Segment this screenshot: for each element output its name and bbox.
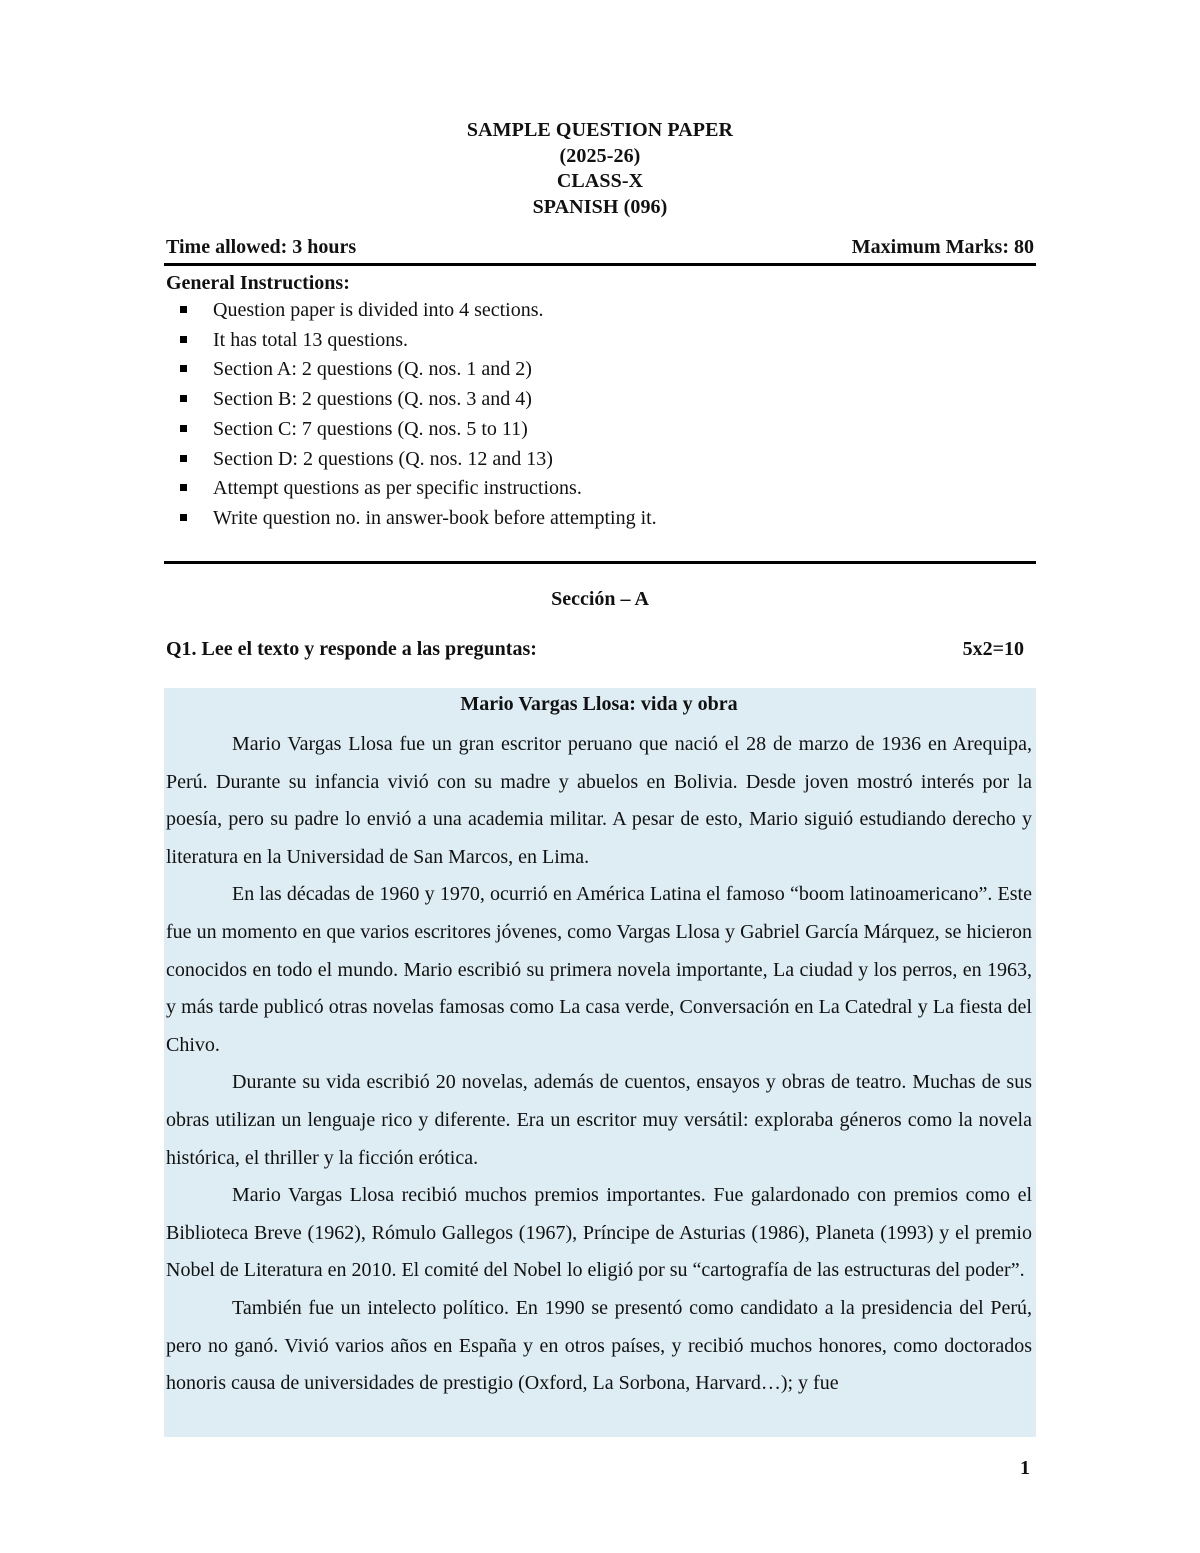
passage-paragraph: Durante su vida escribió 20 novelas, además de cuentos, ensayos y obras de teatro. Muchas de sus obras utilizan un lenguaje rico y diferente. Era un escritor muy versátil: exploraba géneros como la novela histórica, el thriller y la ficción erótica. <box>166 1071 1032 1169</box>
passage-paragraph: Mario Vargas Llosa fue un gran escritor peruano que nació el 28 de marzo de 1936 en Arequipa, Perú. Durante su infancia vivió con su madre y abuelos en Bolivia. Desde joven mostró interés por la poesía, pero su padre lo envió a una academia militar. A pesar de esto, Mario siguió estudiando derecho y literatura en la Universidad de San Marcos, en Lima. <box>166 733 1032 868</box>
instruction-item: Section A: 2 questions (Q. nos. 1 and 2) <box>166 355 1034 385</box>
question-label: Q1. Lee el texto y responde a las preguntas: <box>166 638 537 660</box>
instruction-item: It has total 13 questions. <box>166 326 1034 356</box>
square-bullet-icon <box>180 425 187 432</box>
header-subject: SPANISH (096) <box>532 195 668 218</box>
passage-title: Mario Vargas Llosa: vida y obra <box>460 693 738 715</box>
divider-bottom <box>164 561 1036 564</box>
header-class: CLASS-X <box>556 170 644 192</box>
question-marks: 5x2=10 <box>962 638 1024 660</box>
square-bullet-icon <box>180 365 187 372</box>
square-bullet-icon <box>180 395 187 402</box>
paper-meta-row <box>166 236 1034 259</box>
page-number: 1 <box>1020 1457 1030 1479</box>
square-bullet-icon <box>180 455 187 462</box>
time-allowed: Time allowed: 3 hours <box>166 236 357 258</box>
passage-paragraph: Mario Vargas Llosa recibió muchos premios importantes. Fue galardonado con premios como el Biblioteca Breve (1962), Rómulo Gallegos (1967), Príncipe de Asturias (1986), Planeta (1993) y el premio Nobel de Literatura en 2010. El comité del Nobel lo eligió por su “cartografía de las estructuras del poder”. <box>166 1184 1032 1282</box>
square-bullet-icon <box>180 484 187 491</box>
instruction-item: Section D: 2 questions (Q. nos. 12 and 13) <box>166 445 1034 475</box>
instruction-item: Question paper is divided into 4 sections. <box>166 296 1034 326</box>
divider-top <box>164 263 1036 266</box>
instruction-item: Section C: 7 questions (Q. nos. 5 to 11) <box>166 415 1034 445</box>
instruction-item: Attempt questions as per specific instructions. <box>166 474 1034 504</box>
passage-paragraph: En las décadas de 1960 y 1970, ocurrió en América Latina el famoso “boom latinoamericano”. Este fue un momento en que varios escritores jóvenes, como Vargas Llosa y Gabriel García Márquez, se hicieron conocidos en todo el mundo. Mario escribió su primera novela importante, La ciudad y los perros, en 1963, y más tarde publicó otras novelas famosas como La casa verde, Conversación en La Catedral y La fiesta del Chivo. <box>166 883 1032 1056</box>
square-bullet-icon <box>180 306 187 313</box>
section-title: Sección – A <box>551 588 649 610</box>
maximum-marks: Maximum Marks: 80 <box>851 236 1034 258</box>
paper-header <box>0 118 1200 220</box>
passage-paragraph: También fue un intelecto político. En 1990 se presentó como candidato a la presidencia del Perú, pero no ganó. Vivió varios años en España y en otros países, y recibió muchos honores, como doctorados honoris causa de universidades de prestigio (Oxford, La Sorbona, Harvard…); y fue <box>166 1296 1032 1395</box>
instruction-item: Write question no. in answer-book before attempting it. <box>166 504 1034 534</box>
header-title: SAMPLE QUESTION PAPER <box>466 119 734 141</box>
square-bullet-icon <box>180 514 187 521</box>
square-bullet-icon <box>180 336 187 343</box>
reading-passage <box>164 688 1036 1437</box>
instructions-title: General Instructions: <box>166 272 350 294</box>
header-session: (2025-26) <box>559 144 641 167</box>
general-instructions <box>166 270 1034 534</box>
instruction-item: Section B: 2 questions (Q. nos. 3 and 4) <box>166 385 1034 415</box>
question-row <box>166 638 1024 661</box>
instructions-list <box>166 296 1034 534</box>
